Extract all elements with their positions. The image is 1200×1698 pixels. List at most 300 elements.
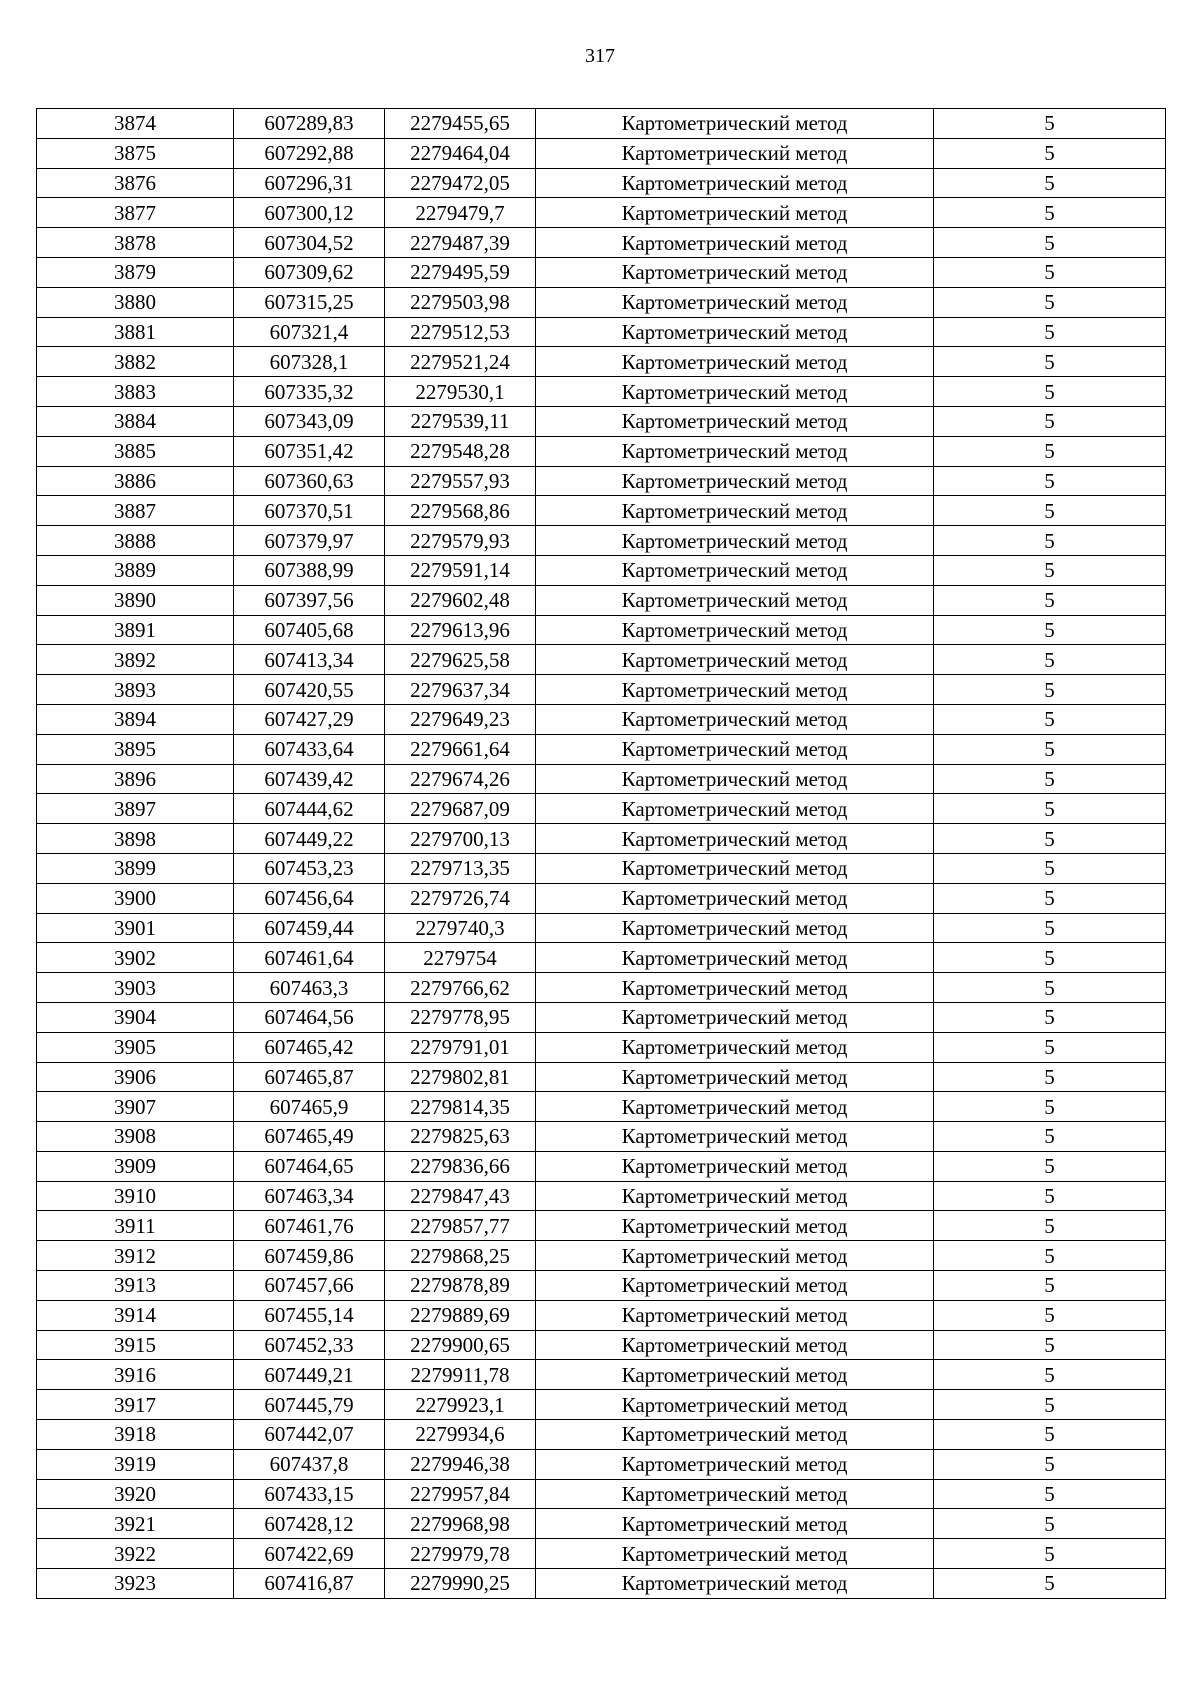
y-coordinate-cell: 2279889,69 [385, 1300, 536, 1330]
point-number-cell: 3883 [37, 377, 234, 407]
method-cell: Картометрический метод [536, 555, 934, 585]
method-cell: Картометрический метод [536, 347, 934, 377]
table-row [37, 138, 1166, 168]
table-row [37, 704, 1166, 734]
table-row [37, 466, 1166, 496]
point-number-cell: 3879 [37, 257, 234, 287]
point-number-cell: 3880 [37, 287, 234, 317]
accuracy-cell: 5 [934, 1271, 1166, 1301]
x-coordinate-cell: 607428,12 [234, 1509, 385, 1539]
accuracy-cell: 5 [934, 436, 1166, 466]
table-row [37, 1569, 1166, 1599]
x-coordinate-cell: 607459,44 [234, 913, 385, 943]
point-number-cell: 3913 [37, 1271, 234, 1301]
table-row [37, 555, 1166, 585]
y-coordinate-cell: 2279674,26 [385, 764, 536, 794]
table-row [37, 943, 1166, 973]
table-row [37, 1330, 1166, 1360]
y-coordinate-cell: 2279878,89 [385, 1271, 536, 1301]
x-coordinate-cell: 607315,25 [234, 287, 385, 317]
method-cell: Картометрический метод [536, 526, 934, 556]
x-coordinate-cell: 607343,09 [234, 406, 385, 436]
table-row [37, 1122, 1166, 1152]
coordinates-table [36, 108, 1166, 1599]
method-cell: Картометрический метод [536, 615, 934, 645]
y-coordinate-cell: 2279868,25 [385, 1241, 536, 1271]
x-coordinate-cell: 607452,33 [234, 1330, 385, 1360]
point-number-cell: 3891 [37, 615, 234, 645]
table-row [37, 228, 1166, 258]
point-number-cell: 3881 [37, 317, 234, 347]
method-cell: Картометрический метод [536, 1330, 934, 1360]
point-number-cell: 3904 [37, 1002, 234, 1032]
accuracy-cell: 5 [934, 287, 1166, 317]
accuracy-cell: 5 [934, 794, 1166, 824]
method-cell: Картометрический метод [536, 704, 934, 734]
method-cell: Картометрический метод [536, 109, 934, 139]
accuracy-cell: 5 [934, 138, 1166, 168]
y-coordinate-cell: 2279968,98 [385, 1509, 536, 1539]
table-row [37, 585, 1166, 615]
method-cell: Картометрический метод [536, 1360, 934, 1390]
point-number-cell: 3906 [37, 1062, 234, 1092]
point-number-cell: 3915 [37, 1330, 234, 1360]
x-coordinate-cell: 607370,51 [234, 496, 385, 526]
method-cell: Картометрический метод [536, 1211, 934, 1241]
method-cell: Картометрический метод [536, 1569, 934, 1599]
x-coordinate-cell: 607292,88 [234, 138, 385, 168]
table-row [37, 615, 1166, 645]
y-coordinate-cell: 2279548,28 [385, 436, 536, 466]
accuracy-cell: 5 [934, 1569, 1166, 1599]
accuracy-cell: 5 [934, 1479, 1166, 1509]
y-coordinate-cell: 2279661,64 [385, 734, 536, 764]
accuracy-cell: 5 [934, 257, 1166, 287]
point-number-cell: 3874 [37, 109, 234, 139]
x-coordinate-cell: 607439,42 [234, 764, 385, 794]
method-cell: Картометрический метод [536, 794, 934, 824]
x-coordinate-cell: 607321,4 [234, 317, 385, 347]
accuracy-cell: 5 [934, 883, 1166, 913]
table-row [37, 1241, 1166, 1271]
y-coordinate-cell: 2279464,04 [385, 138, 536, 168]
x-coordinate-cell: 607304,52 [234, 228, 385, 258]
x-coordinate-cell: 607289,83 [234, 109, 385, 139]
x-coordinate-cell: 607437,8 [234, 1449, 385, 1479]
accuracy-cell: 5 [934, 1539, 1166, 1569]
table-row [37, 109, 1166, 139]
table-row [37, 824, 1166, 854]
y-coordinate-cell: 2279836,66 [385, 1151, 536, 1181]
table-row [37, 734, 1166, 764]
method-cell: Картометрический метод [536, 853, 934, 883]
accuracy-cell: 5 [934, 347, 1166, 377]
x-coordinate-cell: 607422,69 [234, 1539, 385, 1569]
table-row [37, 1002, 1166, 1032]
y-coordinate-cell: 2279802,81 [385, 1062, 536, 1092]
method-cell: Картометрический метод [536, 883, 934, 913]
y-coordinate-cell: 2279934,6 [385, 1420, 536, 1450]
method-cell: Картометрический метод [536, 1092, 934, 1122]
x-coordinate-cell: 607465,49 [234, 1122, 385, 1152]
x-coordinate-cell: 607464,56 [234, 1002, 385, 1032]
x-coordinate-cell: 607416,87 [234, 1569, 385, 1599]
accuracy-cell: 5 [934, 1032, 1166, 1062]
table-row [37, 645, 1166, 675]
point-number-cell: 3920 [37, 1479, 234, 1509]
y-coordinate-cell: 2279791,01 [385, 1032, 536, 1062]
method-cell: Картометрический метод [536, 1062, 934, 1092]
method-cell: Картометрический метод [536, 406, 934, 436]
point-number-cell: 3914 [37, 1300, 234, 1330]
point-number-cell: 3886 [37, 466, 234, 496]
accuracy-cell: 5 [934, 1241, 1166, 1271]
accuracy-cell: 5 [934, 1092, 1166, 1122]
method-cell: Картометрический метод [536, 1509, 934, 1539]
x-coordinate-cell: 607442,07 [234, 1420, 385, 1450]
x-coordinate-cell: 607463,3 [234, 973, 385, 1003]
table-row [37, 406, 1166, 436]
point-number-cell: 3901 [37, 913, 234, 943]
y-coordinate-cell: 2279487,39 [385, 228, 536, 258]
accuracy-cell: 5 [934, 1211, 1166, 1241]
x-coordinate-cell: 607455,14 [234, 1300, 385, 1330]
point-number-cell: 3909 [37, 1151, 234, 1181]
x-coordinate-cell: 607309,62 [234, 257, 385, 287]
x-coordinate-cell: 607433,15 [234, 1479, 385, 1509]
y-coordinate-cell: 2279990,25 [385, 1569, 536, 1599]
accuracy-cell: 5 [934, 1330, 1166, 1360]
accuracy-cell: 5 [934, 1360, 1166, 1390]
y-coordinate-cell: 2279455,65 [385, 109, 536, 139]
accuracy-cell: 5 [934, 109, 1166, 139]
accuracy-cell: 5 [934, 704, 1166, 734]
x-coordinate-cell: 607449,21 [234, 1360, 385, 1390]
point-number-cell: 3895 [37, 734, 234, 764]
point-number-cell: 3910 [37, 1181, 234, 1211]
y-coordinate-cell: 2279579,93 [385, 526, 536, 556]
table-row [37, 794, 1166, 824]
table-row [37, 1181, 1166, 1211]
y-coordinate-cell: 2279625,58 [385, 645, 536, 675]
table-row [37, 675, 1166, 705]
point-number-cell: 3912 [37, 1241, 234, 1271]
accuracy-cell: 5 [934, 615, 1166, 645]
table-row [37, 198, 1166, 228]
method-cell: Картометрический метод [536, 943, 934, 973]
accuracy-cell: 5 [934, 1449, 1166, 1479]
point-number-cell: 3911 [37, 1211, 234, 1241]
y-coordinate-cell: 2279946,38 [385, 1449, 536, 1479]
method-cell: Картометрический метод [536, 228, 934, 258]
y-coordinate-cell: 2279740,3 [385, 913, 536, 943]
y-coordinate-cell: 2279602,48 [385, 585, 536, 615]
y-coordinate-cell: 2279539,11 [385, 406, 536, 436]
x-coordinate-cell: 607464,65 [234, 1151, 385, 1181]
table-row [37, 317, 1166, 347]
accuracy-cell: 5 [934, 496, 1166, 526]
accuracy-cell: 5 [934, 1062, 1166, 1092]
accuracy-cell: 5 [934, 1002, 1166, 1032]
accuracy-cell: 5 [934, 406, 1166, 436]
x-coordinate-cell: 607300,12 [234, 198, 385, 228]
point-number-cell: 3887 [37, 496, 234, 526]
x-coordinate-cell: 607465,42 [234, 1032, 385, 1062]
method-cell: Картометрический метод [536, 496, 934, 526]
y-coordinate-cell: 2279766,62 [385, 973, 536, 1003]
x-coordinate-cell: 607445,79 [234, 1390, 385, 1420]
table-row [37, 526, 1166, 556]
y-coordinate-cell: 2279637,34 [385, 675, 536, 705]
y-coordinate-cell: 2279568,86 [385, 496, 536, 526]
y-coordinate-cell: 2279700,13 [385, 824, 536, 854]
table-row [37, 377, 1166, 407]
accuracy-cell: 5 [934, 555, 1166, 585]
x-coordinate-cell: 607459,86 [234, 1241, 385, 1271]
accuracy-cell: 5 [934, 913, 1166, 943]
table-row [37, 496, 1166, 526]
x-coordinate-cell: 607461,76 [234, 1211, 385, 1241]
point-number-cell: 3894 [37, 704, 234, 734]
method-cell: Картометрический метод [536, 1271, 934, 1301]
method-cell: Картометрический метод [536, 585, 934, 615]
y-coordinate-cell: 2279923,1 [385, 1390, 536, 1420]
y-coordinate-cell: 2279613,96 [385, 615, 536, 645]
point-number-cell: 3923 [37, 1569, 234, 1599]
table-row [37, 1390, 1166, 1420]
x-coordinate-cell: 607465,9 [234, 1092, 385, 1122]
table-row [37, 1479, 1166, 1509]
point-number-cell: 3876 [37, 168, 234, 198]
method-cell: Картометрический метод [536, 645, 934, 675]
table-row [37, 257, 1166, 287]
method-cell: Картометрический метод [536, 198, 934, 228]
x-coordinate-cell: 607465,87 [234, 1062, 385, 1092]
x-coordinate-cell: 607456,64 [234, 883, 385, 913]
point-number-cell: 3878 [37, 228, 234, 258]
method-cell: Картометрический метод [536, 436, 934, 466]
y-coordinate-cell: 2279825,63 [385, 1122, 536, 1152]
y-coordinate-cell: 2279521,24 [385, 347, 536, 377]
x-coordinate-cell: 607379,97 [234, 526, 385, 556]
point-number-cell: 3890 [37, 585, 234, 615]
method-cell: Картометрический метод [536, 138, 934, 168]
point-number-cell: 3898 [37, 824, 234, 854]
method-cell: Картометрический метод [536, 675, 934, 705]
table-row [37, 168, 1166, 198]
accuracy-cell: 5 [934, 377, 1166, 407]
point-number-cell: 3907 [37, 1092, 234, 1122]
point-number-cell: 3882 [37, 347, 234, 377]
point-number-cell: 3905 [37, 1032, 234, 1062]
accuracy-cell: 5 [934, 168, 1166, 198]
x-coordinate-cell: 607433,64 [234, 734, 385, 764]
accuracy-cell: 5 [934, 943, 1166, 973]
y-coordinate-cell: 2279512,53 [385, 317, 536, 347]
x-coordinate-cell: 607461,64 [234, 943, 385, 973]
method-cell: Картометрический метод [536, 1181, 934, 1211]
method-cell: Картометрический метод [536, 287, 934, 317]
table-row [37, 764, 1166, 794]
y-coordinate-cell: 2279713,35 [385, 853, 536, 883]
table-row [37, 883, 1166, 913]
point-number-cell: 3908 [37, 1122, 234, 1152]
x-coordinate-cell: 607420,55 [234, 675, 385, 705]
y-coordinate-cell: 2279778,95 [385, 1002, 536, 1032]
y-coordinate-cell: 2279900,65 [385, 1330, 536, 1360]
method-cell: Картометрический метод [536, 1479, 934, 1509]
y-coordinate-cell: 2279754 [385, 943, 536, 973]
y-coordinate-cell: 2279472,05 [385, 168, 536, 198]
table-row [37, 1211, 1166, 1241]
x-coordinate-cell: 607444,62 [234, 794, 385, 824]
table-row [37, 1032, 1166, 1062]
point-number-cell: 3917 [37, 1390, 234, 1420]
y-coordinate-cell: 2279687,09 [385, 794, 536, 824]
accuracy-cell: 5 [934, 645, 1166, 675]
accuracy-cell: 5 [934, 764, 1166, 794]
method-cell: Картометрический метод [536, 377, 934, 407]
method-cell: Картометрический метод [536, 1032, 934, 1062]
accuracy-cell: 5 [934, 1181, 1166, 1211]
x-coordinate-cell: 607360,63 [234, 466, 385, 496]
method-cell: Картометрический метод [536, 824, 934, 854]
accuracy-cell: 5 [934, 198, 1166, 228]
table-row [37, 973, 1166, 1003]
accuracy-cell: 5 [934, 1151, 1166, 1181]
y-coordinate-cell: 2279591,14 [385, 555, 536, 585]
y-coordinate-cell: 2279495,59 [385, 257, 536, 287]
table-row [37, 287, 1166, 317]
table-row [37, 1420, 1166, 1450]
y-coordinate-cell: 2279649,23 [385, 704, 536, 734]
accuracy-cell: 5 [934, 466, 1166, 496]
method-cell: Картометрический метод [536, 1122, 934, 1152]
point-number-cell: 3884 [37, 406, 234, 436]
x-coordinate-cell: 607457,66 [234, 1271, 385, 1301]
point-number-cell: 3885 [37, 436, 234, 466]
x-coordinate-cell: 607405,68 [234, 615, 385, 645]
y-coordinate-cell: 2279911,78 [385, 1360, 536, 1390]
point-number-cell: 3918 [37, 1420, 234, 1450]
point-number-cell: 3877 [37, 198, 234, 228]
table-row [37, 853, 1166, 883]
accuracy-cell: 5 [934, 675, 1166, 705]
x-coordinate-cell: 607388,99 [234, 555, 385, 585]
y-coordinate-cell: 2279557,93 [385, 466, 536, 496]
y-coordinate-cell: 2279847,43 [385, 1181, 536, 1211]
point-number-cell: 3922 [37, 1539, 234, 1569]
table-row [37, 913, 1166, 943]
method-cell: Картометрический метод [536, 257, 934, 287]
y-coordinate-cell: 2279530,1 [385, 377, 536, 407]
y-coordinate-cell: 2279503,98 [385, 287, 536, 317]
table-row [37, 1151, 1166, 1181]
accuracy-cell: 5 [934, 1122, 1166, 1152]
method-cell: Картометрический метод [536, 1002, 934, 1032]
x-coordinate-cell: 607351,42 [234, 436, 385, 466]
table-row [37, 436, 1166, 466]
point-number-cell: 3900 [37, 883, 234, 913]
method-cell: Картометрический метод [536, 1420, 934, 1450]
method-cell: Картометрический метод [536, 913, 934, 943]
accuracy-cell: 5 [934, 317, 1166, 347]
accuracy-cell: 5 [934, 734, 1166, 764]
x-coordinate-cell: 607463,34 [234, 1181, 385, 1211]
x-coordinate-cell: 607427,29 [234, 704, 385, 734]
method-cell: Картометрический метод [536, 1449, 934, 1479]
point-number-cell: 3875 [37, 138, 234, 168]
point-number-cell: 3889 [37, 555, 234, 585]
accuracy-cell: 5 [934, 973, 1166, 1003]
table-row [37, 1449, 1166, 1479]
x-coordinate-cell: 607449,22 [234, 824, 385, 854]
method-cell: Картометрический метод [536, 973, 934, 1003]
point-number-cell: 3903 [37, 973, 234, 1003]
accuracy-cell: 5 [934, 1420, 1166, 1450]
method-cell: Картометрический метод [536, 168, 934, 198]
accuracy-cell: 5 [934, 585, 1166, 615]
x-coordinate-cell: 607397,56 [234, 585, 385, 615]
method-cell: Картометрический метод [536, 734, 934, 764]
table-row [37, 1062, 1166, 1092]
page-number: 317 [585, 45, 615, 67]
point-number-cell: 3916 [37, 1360, 234, 1390]
point-number-cell: 3899 [37, 853, 234, 883]
x-coordinate-cell: 607335,32 [234, 377, 385, 407]
point-number-cell: 3919 [37, 1449, 234, 1479]
method-cell: Картометрический метод [536, 764, 934, 794]
y-coordinate-cell: 2279857,77 [385, 1211, 536, 1241]
accuracy-cell: 5 [934, 1300, 1166, 1330]
point-number-cell: 3893 [37, 675, 234, 705]
x-coordinate-cell: 607328,1 [234, 347, 385, 377]
accuracy-cell: 5 [934, 228, 1166, 258]
table-row [37, 347, 1166, 377]
point-number-cell: 3902 [37, 943, 234, 973]
point-number-cell: 3892 [37, 645, 234, 675]
point-number-cell: 3896 [37, 764, 234, 794]
table-row [37, 1300, 1166, 1330]
method-cell: Картометрический метод [536, 1151, 934, 1181]
point-number-cell: 3921 [37, 1509, 234, 1539]
method-cell: Картометрический метод [536, 1390, 934, 1420]
method-cell: Картометрический метод [536, 317, 934, 347]
method-cell: Картометрический метод [536, 1300, 934, 1330]
method-cell: Картометрический метод [536, 466, 934, 496]
accuracy-cell: 5 [934, 1390, 1166, 1420]
point-number-cell: 3888 [37, 526, 234, 556]
y-coordinate-cell: 2279979,78 [385, 1539, 536, 1569]
accuracy-cell: 5 [934, 853, 1166, 883]
point-number-cell: 3897 [37, 794, 234, 824]
table-row [37, 1092, 1166, 1122]
table-row [37, 1539, 1166, 1569]
x-coordinate-cell: 607296,31 [234, 168, 385, 198]
table-row [37, 1360, 1166, 1390]
x-coordinate-cell: 607453,23 [234, 853, 385, 883]
y-coordinate-cell: 2279957,84 [385, 1479, 536, 1509]
accuracy-cell: 5 [934, 1509, 1166, 1539]
x-coordinate-cell: 607413,34 [234, 645, 385, 675]
accuracy-cell: 5 [934, 526, 1166, 556]
y-coordinate-cell: 2279479,7 [385, 198, 536, 228]
y-coordinate-cell: 2279726,74 [385, 883, 536, 913]
method-cell: Картометрический метод [536, 1539, 934, 1569]
table-body [37, 109, 1166, 1599]
method-cell: Картометрический метод [536, 1241, 934, 1271]
accuracy-cell: 5 [934, 824, 1166, 854]
